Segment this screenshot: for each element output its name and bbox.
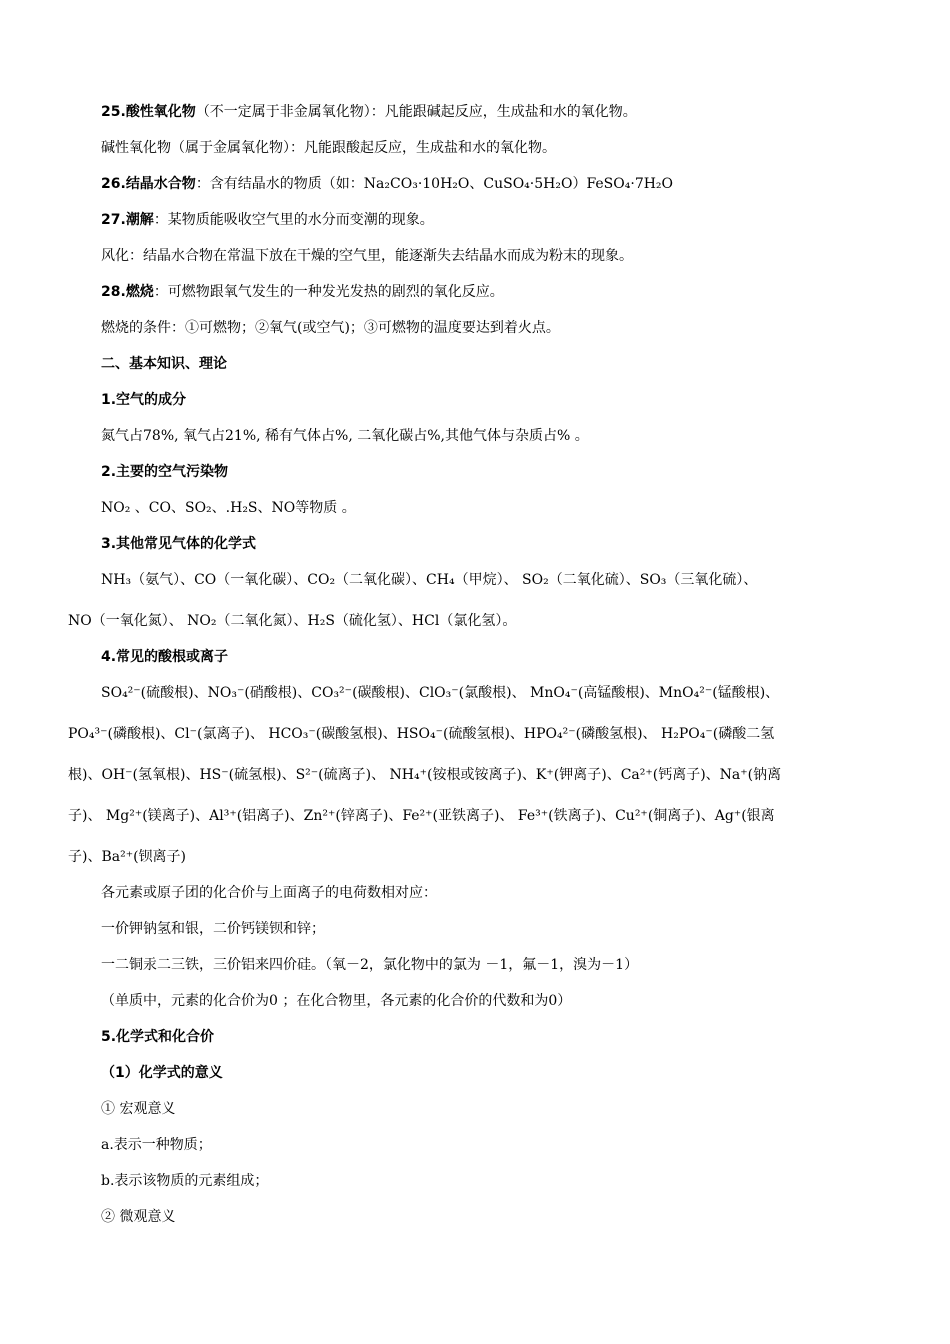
term-27-definition: ：某物质能吸收空气里的水分而变潮的现象。: [153, 212, 434, 228]
ions-line-4: 子)、 Mg²⁺(镁离子)、Al³⁺(铝离子)、Zn²⁺(锌离子)、Fe²⁺(亚铁离子)、 Fe³⁺(铁离子)、Cu²⁺(铜离子)、Ag⁺(银离: [68, 808, 775, 824]
gas-formulas-line-1: NH₃（氨气）、CO（一氧化碳）、CO₂（二氧化碳）、CH₄（甲烷）、 SO₂（二氧化硫）、SO₃（三氧化硫）、: [101, 572, 758, 588]
valence-rule-1: 各元素或原子团的化合价与上面离子的电荷数相对应：: [101, 885, 437, 901]
valence-rule-3: 一二铜汞二三铁，三价铝来四价硅。（氧－2，氯化物中的氯为 －1，氟－1，溴为－1）: [101, 957, 639, 973]
ions-line-3: 根)、OH⁻(氢氧根)、HS⁻(硫氢根)、S²⁻(硫离子)、 NH₄⁺(铵根或铵离子)、K⁺(钾离子)、Ca²⁺(钙离子)、Na⁺(钠离: [68, 767, 782, 783]
micro-meaning: ② 微观意义: [101, 1209, 176, 1225]
subsection-4-title: 4.常见的酸根或离子: [101, 649, 229, 665]
term-28: [101, 282, 504, 302]
term-25-basic-oxide: 碱性氧化物（属于金属氧化物）：凡能跟酸起反应，生成盐和水的氧化物。: [101, 140, 556, 156]
term-28-conditions: 燃烧的条件：①可燃物；②氧气(或空气)；③可燃物的温度要达到着火点。: [101, 320, 560, 336]
term-25-title: 酸性氧化物: [125, 104, 196, 120]
term-26-title: 结晶水合物: [125, 176, 196, 192]
term-27-number: 27.: [101, 212, 126, 228]
term-27-title: 潮解: [125, 212, 154, 228]
macro-meaning-b: b.表示该物质的元素组成；: [101, 1173, 269, 1189]
term-28-title: 燃烧: [125, 284, 154, 300]
term-27-efflorescence: 风化：结晶水合物在常温下放在干燥的空气里，能逐渐失去结晶水而成为粉末的现象。: [101, 248, 633, 264]
macro-meaning: ① 宏观意义: [101, 1101, 176, 1117]
term-26-definition: ：含有结晶水的物质（如：Na₂CO₃·10H₂O、CuSO₄·5H₂O）FeSO₄·7H₂O: [195, 176, 674, 192]
term-25-definition: （不一定属于非金属氧化物）：凡能跟碱起反应，生成盐和水的氧化物。: [195, 104, 637, 120]
valence-rule-4: （单质中，元素的化合价为0 ；在化合物里，各元素的化合价的代数和为0）: [101, 993, 572, 1009]
air-composition-text: 氮气占78%, 氧气占21%, 稀有气体占%, 二氧化碳占%,其他气体与杂质占% 。: [101, 428, 589, 444]
macro-meaning-a: a.表示一种物质；: [101, 1137, 212, 1153]
term-25-number: 25.: [101, 104, 126, 120]
section-heading: 二、基本知识、理论: [101, 356, 227, 372]
term-28-number: 28.: [101, 284, 126, 300]
term-28-definition: ：可燃物跟氧气发生的一种发光发热的剧烈的氧化反应。: [153, 284, 504, 300]
subsection-5-title: 5.化学式和化合价: [101, 1029, 215, 1045]
subsection-3-title: 3.其他常见气体的化学式: [101, 536, 257, 552]
subsection-2-title: 2.主要的空气污染物: [101, 464, 229, 480]
term-26: [101, 174, 673, 194]
term-26-number: 26.: [101, 176, 126, 192]
ions-line-2: PO₄³⁻(磷酸根)、Cl⁻(氯离子)、 HCO₃⁻(碳酸氢根)、HSO₄⁻(硫酸氢根)、HPO₄²⁻(磷酸氢根)、 H₂PO₄⁻(磷酸二氢: [68, 726, 775, 742]
subsection-5-1-title: （1）化学式的意义: [101, 1065, 223, 1081]
subsection-1-title: 1.空气的成分: [101, 392, 187, 408]
air-pollutants-text: NO₂ 、CO、SO₂、.H₂S、NO等物质 。: [101, 500, 356, 516]
ions-line-5: 子)、Ba²⁺(钡离子): [68, 849, 187, 865]
gas-formulas-line-2: NO（一氧化氮）、 NO₂（二氧化氮）、H₂S（硫化氢）、HCl（氯化氢）。: [68, 613, 517, 629]
term-25: [101, 102, 637, 122]
term-27: [101, 210, 434, 230]
ions-line-1: SO₄²⁻(硫酸根)、NO₃⁻(硝酸根)、CO₃²⁻(碳酸根)、ClO₃⁻(氯酸根)、 MnO₄⁻(高锰酸根)、MnO₄²⁻(锰酸根)、: [101, 685, 780, 701]
valence-rule-2: 一价钾钠氢和银，二价钙镁钡和锌；: [101, 921, 325, 937]
